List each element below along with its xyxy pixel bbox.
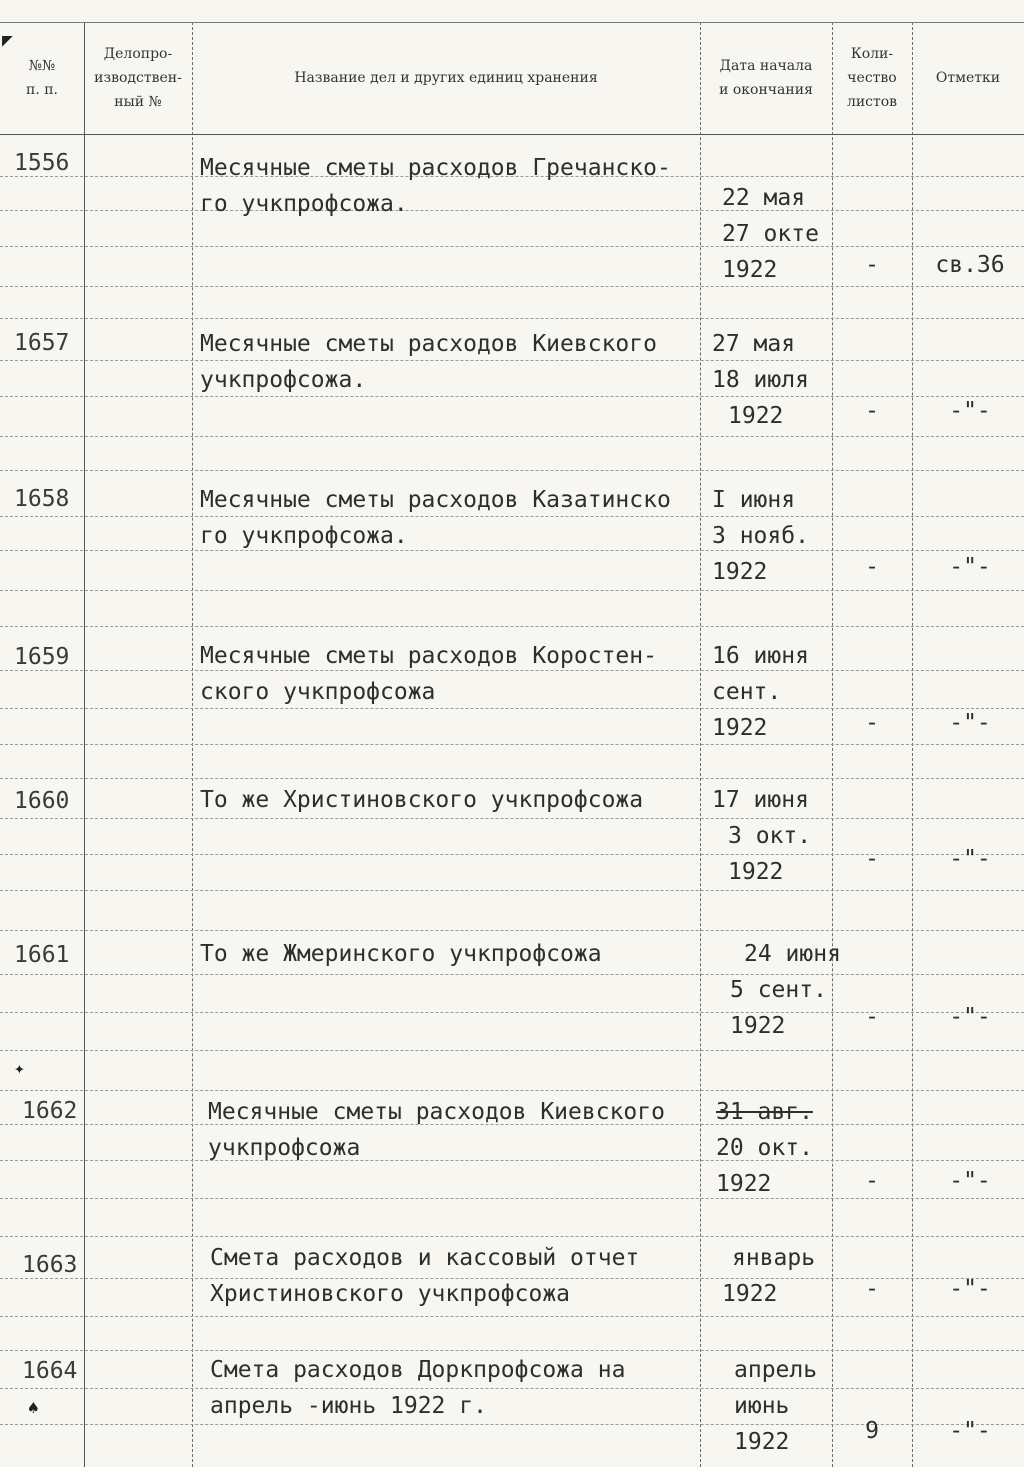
record-number: 1657 xyxy=(14,330,70,356)
margin-mark: ♠ xyxy=(28,1398,39,1419)
record-dates: 27 мая 18 июля 1922 xyxy=(712,331,809,429)
record-dates: январь 1922 xyxy=(722,1245,816,1307)
header-dates: Дата начала и окончания xyxy=(719,58,813,98)
record-sheet-count: - xyxy=(865,710,879,736)
record-number: 1662 xyxy=(22,1098,78,1124)
record-note: -"- xyxy=(949,710,991,736)
header-notes: Отметки xyxy=(935,70,1001,86)
record-sheet-count: - xyxy=(865,398,879,424)
header-bottom-border xyxy=(0,134,1024,135)
header-sheet-count: Коли- чество листов xyxy=(846,46,898,110)
record-title: Месячные сметы расходов Киевского учкпрофсожа. xyxy=(200,331,657,393)
record-number: 1664 xyxy=(22,1358,78,1384)
margin-mark: ✦ xyxy=(14,1058,25,1079)
record-title: Месячные сметы расходов Киевского учкпрофсожа xyxy=(208,1099,665,1161)
record-note: -"- xyxy=(949,1418,991,1444)
record-sheet-count: - xyxy=(865,252,879,278)
record-title: Месячные сметы расходов Казатинско го учкпрофсожа. xyxy=(200,487,671,549)
record-dates: 24 июня 5 сент. 1922 xyxy=(730,941,841,1039)
record-dates: I июня 3 нояб. 1922 xyxy=(712,487,809,585)
record-title: То же Жмеринского учкпрофсожа xyxy=(200,941,602,967)
record-sheet-count: 9 xyxy=(865,1418,879,1444)
record-dates: 22 мая 27 окте 1922 xyxy=(722,185,819,283)
record-note: -"- xyxy=(949,554,991,580)
record-note: -"- xyxy=(949,398,991,424)
record-note: св.36 xyxy=(935,252,1005,278)
record-note: -"- xyxy=(949,1168,991,1194)
record-number: 1659 xyxy=(14,644,70,670)
record-sheet-count: - xyxy=(865,554,879,580)
record-title: То же Христиновского учкпрофсожа xyxy=(200,787,644,813)
record-title: Смета расходов и кассовый отчет Христиновского учкпрофсожа xyxy=(210,1245,640,1307)
record-note: -"- xyxy=(949,1276,991,1302)
record-title: Месячные сметы расходов Гречанско- го учкпрофсожа. xyxy=(200,155,671,217)
record-number: 1660 xyxy=(14,788,70,814)
record-note: -"- xyxy=(949,1004,991,1030)
header-number: №№ п. п. xyxy=(25,58,58,98)
record-number: 1661 xyxy=(14,942,70,968)
record-sheet-count: - xyxy=(865,1004,879,1030)
record-number: 1658 xyxy=(14,486,70,512)
record-sheet-count: - xyxy=(865,1168,879,1194)
record-note: -"- xyxy=(949,846,991,872)
record-number: 1556 xyxy=(14,150,70,176)
record-dates: 31 авг. 20 окт. 1922 xyxy=(716,1099,813,1197)
record-sheet-count: - xyxy=(865,846,879,872)
record-dates: 17 июня 3 окт. 1922 xyxy=(712,787,812,885)
header-case-number: Делопро- изводствен- ный № xyxy=(94,46,182,110)
record-sheet-count: - xyxy=(865,1276,879,1302)
header-title: Название дел и других единиц хранения xyxy=(294,70,598,86)
record-title: Месячные сметы расходов Коростен- ского учкпрофсожа xyxy=(200,643,657,705)
record-dates: 16 июня сент. 1922 xyxy=(712,643,809,741)
record-number: 1663 xyxy=(22,1252,78,1278)
record-title: Смета расходов Доркпрофсожа на апрель -июнь 1922 г. xyxy=(210,1357,626,1419)
margin-mark: ◤ xyxy=(2,30,13,51)
record-dates: апрель июнь 1922 xyxy=(734,1357,818,1455)
